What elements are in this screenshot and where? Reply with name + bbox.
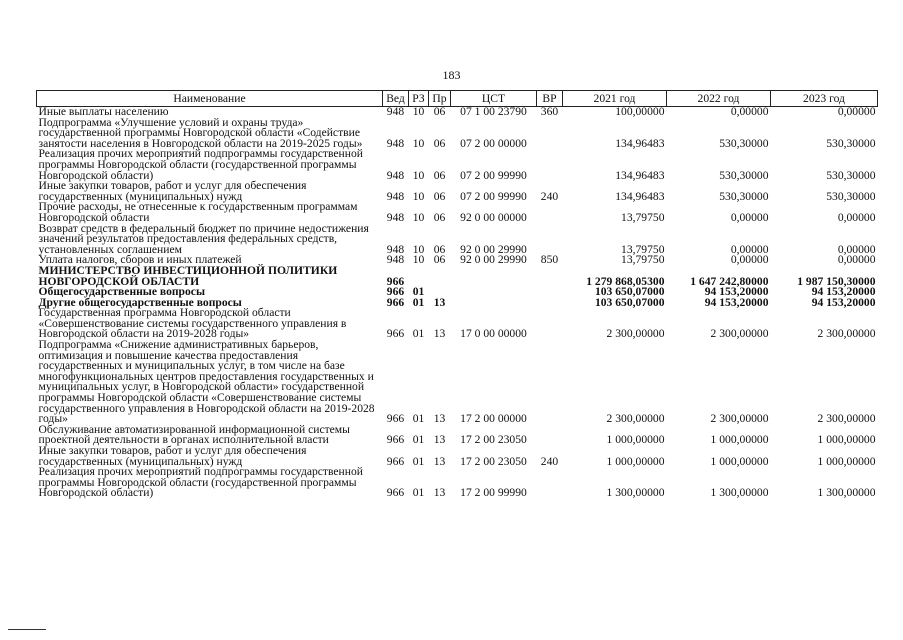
cell-rz: 10 [412, 210, 425, 224]
cell-y2021: 1 279 868,05300 [586, 274, 665, 288]
cell-rz: 01 [412, 433, 425, 447]
cell-cst [451, 287, 537, 298]
cell-y2021: 13,79750 [621, 242, 665, 256]
cell-y2022: 1 647 242,80000 [690, 274, 769, 288]
cell-y2022: 1 300,00000 [710, 486, 769, 500]
cell-rz: 01 [412, 285, 425, 299]
cell-ved: 966 [386, 285, 405, 299]
cell-y2022: 1 000,00000 [710, 433, 769, 447]
cell-y2021: 134,96483 [615, 189, 665, 203]
cell-ved: 948 [386, 210, 405, 224]
cell-cst [451, 266, 537, 287]
cell-y2023: 0,00000 [837, 242, 876, 256]
cell-y2022: 2 300,00000 [710, 412, 769, 426]
cell-vr [537, 287, 563, 298]
header-ved: Вед [383, 91, 409, 107]
cell-y2021: 13,79750 [621, 253, 665, 267]
cell-y2023: 1 300,00000 [817, 486, 876, 500]
cell-vr: 240 [540, 189, 559, 203]
cell-y2023: 1 987 150,30000 [797, 274, 876, 288]
table-row [37, 202, 878, 223]
cell-y2023: 0,00000 [837, 210, 876, 224]
cell-pr: 13 [433, 433, 446, 447]
cell-vr [537, 467, 563, 499]
table-row [37, 308, 878, 340]
cell-vr [537, 308, 563, 340]
cell-ved: 948 [386, 253, 405, 267]
cell-cst: 17 2 00 99990 [460, 486, 527, 500]
cell-cst: 07 2 00 99990 [460, 189, 527, 203]
cell-y2022: 530,30000 [719, 168, 769, 182]
cell-y2022: 94 153,20000 [704, 295, 769, 309]
cell-name: Общегосударственные вопросы [38, 285, 205, 299]
cell-y2021: 2 300,00000 [606, 412, 665, 426]
cell-vr [537, 224, 563, 256]
cell-cst: 92 0 00 00000 [460, 210, 527, 224]
cell-cst: 07 1 00 23790 [460, 105, 527, 118]
cell-y2022: 94 153,20000 [704, 285, 769, 299]
cell-rz: 01 [412, 454, 425, 468]
cell-pr: 13 [433, 454, 446, 468]
cell-vr [537, 202, 563, 223]
header-pr: Пр [429, 91, 451, 107]
cell-y2022: 530,30000 [719, 136, 769, 150]
cell-vr [537, 266, 563, 287]
cell-rz: 10 [412, 242, 425, 256]
cell-name: Возврат средств в федеральный бюджет по причине недостижения значений результатов предоставления федеральных средств, установленных соглашением [38, 221, 369, 256]
cell-rz: 10 [412, 136, 425, 150]
cell-y2023: 2 300,00000 [817, 327, 876, 341]
cell-name: Подпрограмма «Улучшение условий и охраны труда» государственной программы Новгородской области «Содействие занятости населения в Новгородской области на 2019-2025 годы» [38, 115, 363, 150]
cell-ved: 948 [386, 168, 405, 182]
cell-vr [537, 149, 563, 181]
cell-pr: 13 [433, 412, 446, 426]
cell-pr: 06 [433, 168, 446, 182]
budget-table [36, 90, 878, 499]
table-row [37, 224, 878, 256]
cell-rz: 10 [412, 168, 425, 182]
cell-ved: 966 [386, 274, 405, 288]
table-row [37, 425, 878, 446]
cell-y2023: 2 300,00000 [817, 412, 876, 426]
cell-y2021: 1 000,00000 [606, 454, 665, 468]
cell-y2022: 0,00000 [730, 253, 769, 267]
header-2021: 2021 год [563, 91, 667, 107]
header-2023: 2023 год [771, 91, 878, 107]
cell-pr: 06 [433, 253, 446, 267]
cell-vr: 850 [540, 253, 559, 267]
table-row [37, 446, 878, 467]
cell-rz [409, 266, 429, 287]
cell-y2023: 0,00000 [837, 253, 876, 267]
cell-y2023: 530,30000 [826, 136, 876, 150]
cell-cst [451, 298, 537, 309]
cell-ved: 948 [386, 242, 405, 256]
cell-ved: 966 [386, 433, 405, 447]
cell-ved: 948 [386, 105, 405, 118]
header-cst: ЦСТ [451, 91, 537, 107]
cell-vr [537, 118, 563, 150]
cell-name: Реализация прочих мероприятий подпрограммы государственной программы Новгородской области (государственной программы Новгородской области) [38, 465, 363, 500]
cell-y2021: 103 650,07000 [594, 285, 665, 299]
cell-y2023: 530,30000 [826, 168, 876, 182]
cell-y2023: 0,00000 [837, 105, 876, 118]
cell-rz: 10 [412, 253, 425, 267]
cell-name: Уплата налогов, сборов и иных платежей [38, 253, 242, 267]
table-row [37, 266, 878, 287]
cell-y2022: 0,00000 [730, 242, 769, 256]
cell-ved: 966 [386, 327, 405, 341]
cell-cst: 17 0 00 00000 [460, 327, 527, 341]
header-rz: РЗ [409, 91, 429, 107]
cell-rz: 01 [412, 486, 425, 500]
cell-cst: 07 2 00 00000 [460, 136, 527, 150]
table-row [37, 149, 878, 181]
header-vr: ВР [537, 91, 563, 107]
cell-rz: 01 [412, 295, 425, 309]
table-body [37, 107, 878, 499]
cell-ved: 948 [386, 136, 405, 150]
cell-y2021: 134,96483 [615, 136, 665, 150]
cell-pr: 06 [433, 210, 446, 224]
cell-y2022: 530,30000 [719, 189, 769, 203]
cell-y2022: 0,00000 [730, 210, 769, 224]
cell-vr: 240 [540, 454, 559, 468]
cell-y2021: 103 650,07000 [594, 295, 665, 309]
cell-y2022: 2 300,00000 [710, 327, 769, 341]
cell-y2021: 134,96483 [615, 168, 665, 182]
cell-rz: 01 [412, 327, 425, 341]
table-row [37, 340, 878, 425]
cell-cst: 17 2 00 00000 [460, 412, 527, 426]
cell-vr: 360 [540, 105, 559, 118]
cell-pr: 13 [433, 295, 446, 309]
cell-ved: 948 [386, 189, 405, 203]
cell-name: Обслуживание автоматизированной информационной системы проектной деятельности в органах исполнительной власти [38, 422, 350, 447]
cell-cst: 92 0 00 29990 [460, 242, 527, 256]
cell-pr: 13 [433, 486, 446, 500]
cell-name: Прочие расходы, не отнесенные к государственным программам Новгородской области [38, 200, 358, 224]
cell-cst: 17 2 00 23050 [460, 433, 527, 447]
table-row [37, 118, 878, 150]
cell-pr: 13 [433, 327, 446, 341]
corner-divider [8, 629, 46, 630]
table-row [37, 467, 878, 499]
page-number: 183 [442, 68, 461, 82]
cell-pr: 06 [433, 105, 446, 118]
header-name: Наименование [37, 91, 383, 107]
cell-pr: 06 [433, 136, 446, 150]
cell-y2023: 1 000,00000 [817, 454, 876, 468]
cell-pr [429, 266, 451, 287]
cell-y2023: 94 153,20000 [811, 295, 876, 309]
cell-y2023: 1 000,00000 [817, 433, 876, 447]
cell-y2021: 100,00000 [615, 105, 665, 118]
cell-rz: 10 [412, 189, 425, 203]
cell-name: Подпрограмма «Снижение административных барьеров, оптимизация и повышение качества предоставления государственных и муниципальных услуг, в том числе на базе многофункциональных центров предоставления государственных и муниципальных услуг, в Новгородской области» государственной программы Новгородской области «Совершенствование системы государственного управления в Новгородской области на 2019-2028 годы» [38, 338, 375, 426]
header-2022: 2022 год [667, 91, 771, 107]
cell-name: Иные закупки товаров, работ и услуг для обеспечения государственных (муниципальных) нужд [38, 444, 307, 468]
cell-cst: 07 2 00 99990 [460, 168, 527, 182]
cell-name: Реализация прочих мероприятий подпрограммы государственной программы Новгородской области (государственной программы Новгородской области) [38, 147, 363, 182]
cell-ved: 966 [386, 454, 405, 468]
cell-cst: 92 0 00 29990 [460, 253, 527, 267]
cell-vr [537, 298, 563, 309]
cell-pr: 06 [433, 189, 446, 203]
cell-pr: 06 [433, 242, 446, 256]
cell-name: Иные закупки товаров, работ и услуг для обеспечения государственных (муниципальных) нужд [38, 179, 307, 203]
cell-y2021: 1 000,00000 [606, 433, 665, 447]
table-row [37, 181, 878, 202]
cell-y2022: 1 000,00000 [710, 454, 769, 468]
cell-vr [537, 425, 563, 446]
cell-ved: 966 [386, 295, 405, 309]
cell-name: Государственная программа Новгородской области «Совершенствование системы государственного управления в Новгородской области на 2019-2028 годы» [38, 306, 347, 341]
cell-y2023: 530,30000 [826, 189, 876, 203]
cell-name: Иные выплаты населению [38, 105, 169, 118]
cell-ved: 966 [386, 486, 405, 500]
cell-vr [537, 340, 563, 425]
cell-y2021: 13,79750 [621, 210, 665, 224]
cell-y2021: 1 300,00000 [606, 486, 665, 500]
cell-cst: 17 2 00 23050 [460, 454, 527, 468]
cell-y2023: 94 153,20000 [811, 285, 876, 299]
cell-y2022: 0,00000 [730, 105, 769, 118]
cell-name: Другие общегосударственные вопросы [38, 295, 242, 309]
cell-rz: 10 [412, 105, 425, 118]
cell-name: МИНИСТЕРСТВО ИНВЕСТИЦИОННОЙ ПОЛИТИКИ НОВГОРОДСКОЙ ОБЛАСТИ [38, 263, 338, 288]
cell-ved: 966 [386, 412, 405, 426]
cell-y2021: 2 300,00000 [606, 327, 665, 341]
cell-rz: 01 [412, 412, 425, 426]
